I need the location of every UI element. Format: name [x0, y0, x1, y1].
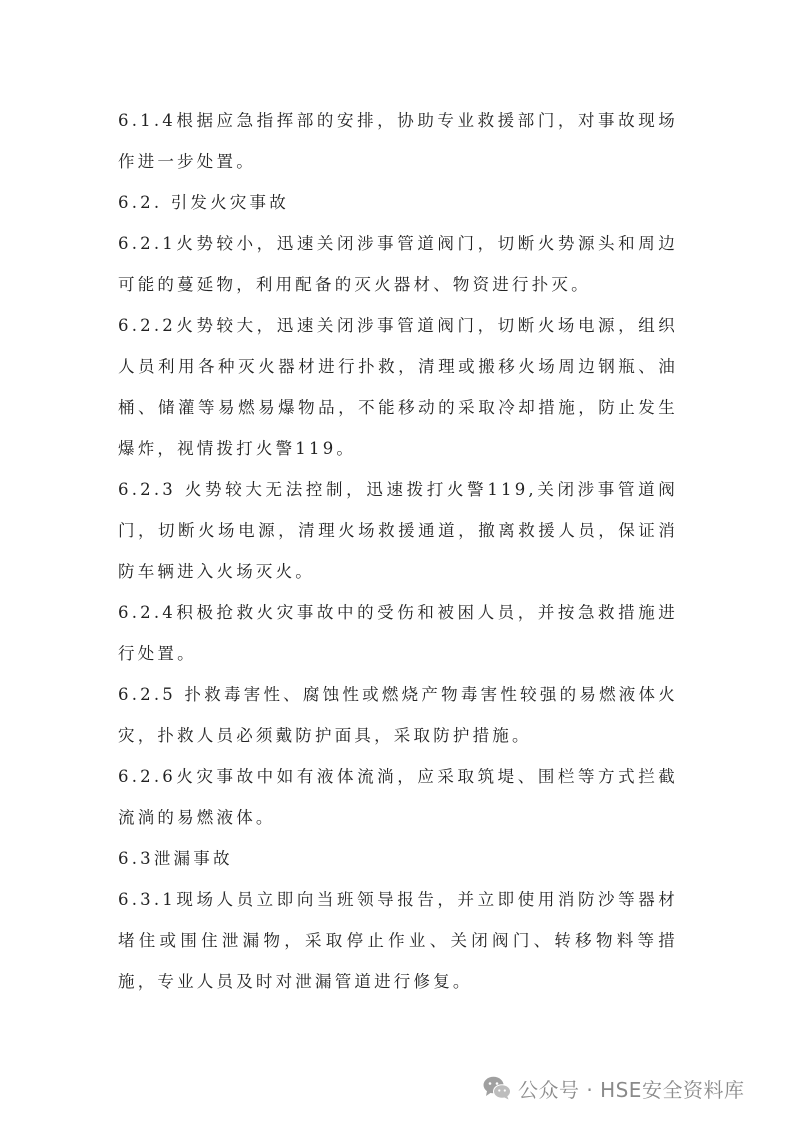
- paragraph-6-2-4: 6.2.4积极抢救火灾事故中的受伤和被困人员，并按急救措施进行处置。: [118, 603, 678, 663]
- document-body: [118, 100, 678, 1002]
- paragraph-6-2-1: 6.2.1火势较小，迅速关闭涉事管道阀门，切断火势源头和周边可能的蔓延物，利用配备的灭火器材、物资进行扑灭。: [118, 234, 678, 294]
- heading-6-3: 6.3泄漏事故: [118, 849, 233, 868]
- paragraph-6-2-6: 6.2.6火灾事故中如有液体流淌，应采取筑堤、围栏等方式拦截流淌的易燃液体。: [118, 767, 678, 827]
- wechat-icon: [482, 1075, 512, 1101]
- paragraph-6-2-5: 6.2.5 扑救毒害性、腐蚀性或燃烧产物毒害性较强的易燃液体火灾，扑救人员必须戴防护面具，采取防护措施。: [118, 685, 678, 745]
- paragraph-6-2-2: 6.2.2火势较大，迅速关闭涉事管道阀门，切断火场电源，组织人员利用各种灭火器材进行扑救，清理或搬移火场周边钢瓶、油桶、储灌等易燃易爆物品，不能移动的采取冷却措施，防止发生爆炸，视情拨打火警119。: [118, 316, 678, 458]
- paragraph-6-3-1: 6.3.1现场人员立即向当班领导报告，并立即使用消防沙等器材堵住或围住泄漏物，采取停止作业、关闭阀门、转移物料等措施，专业人员及时对泄漏管道进行修复。: [118, 890, 678, 991]
- paragraph-6-2-3: 6.2.3 火势较大无法控制，迅速拨打火警119,关闭涉事管道阀门，切断火场电源，清理火场救援通道，撤离救援人员，保证消防车辆进入火场灭火。: [118, 480, 678, 581]
- watermark-text: 公众号 · HSE安全资料库: [518, 1077, 745, 1102]
- watermark: [482, 1070, 744, 1106]
- paragraph-6-1-4: 6.1.4根据应急指挥部的安排，协助专业救援部门，对事故现场作进一步处置。: [118, 111, 678, 171]
- heading-6-2: 6.2. 引发火灾事故: [118, 193, 289, 212]
